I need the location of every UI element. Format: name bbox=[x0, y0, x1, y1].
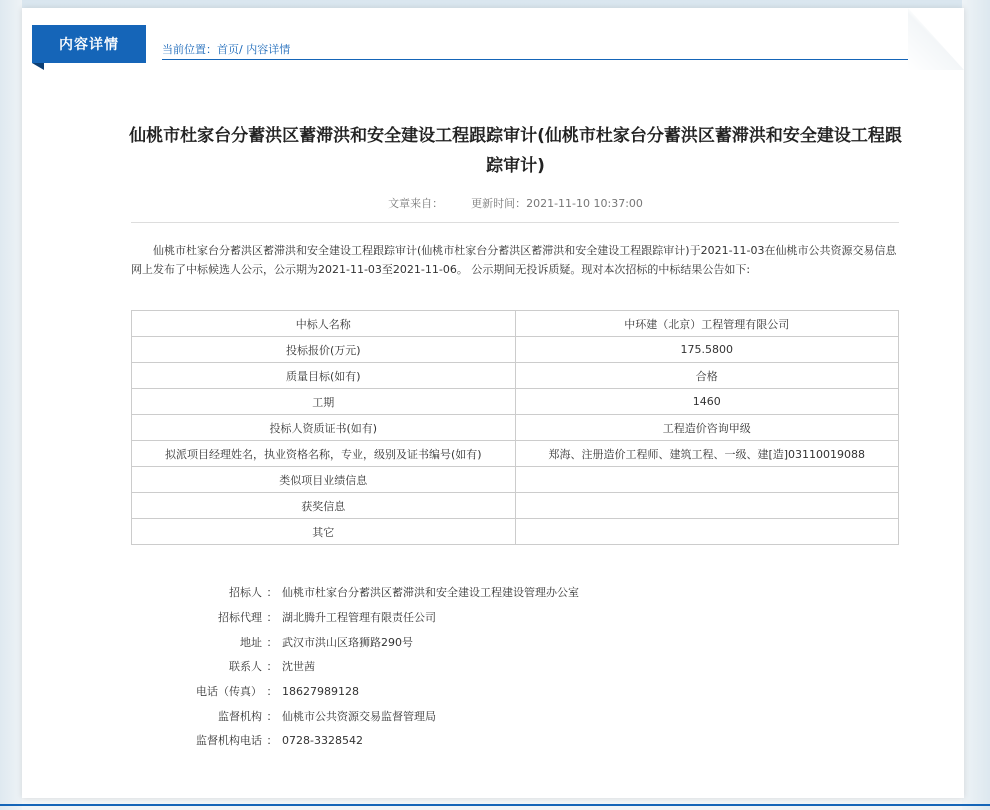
row-value bbox=[515, 493, 899, 519]
contact-colon: ： bbox=[266, 709, 278, 723]
row-value bbox=[515, 519, 899, 545]
page-background-right bbox=[962, 0, 990, 810]
row-value: 中环建（北京）工程管理有限公司 bbox=[515, 311, 899, 337]
row-label: 拟派项目经理姓名，执业资格名称，专业，级别及证书编号(如有) bbox=[132, 441, 516, 467]
article-intro: 仙桃市杜家台分蓄洪区蓄滞洪和安全建设工程跟踪审计(仙桃市杜家台分蓄洪区蓄滞洪和安全建设工程跟踪审计)于2021-11-03在仙桃市公共资源交易信息网上发布了中标候选人公示，公示期为2021-11-03至2021-11-06。 公示期间无投诉质疑。现对本次招标的中标结果公告如下: bbox=[131, 244, 897, 276]
updated-label: 更新时间： bbox=[471, 197, 527, 210]
row-value: 合格 bbox=[515, 363, 899, 389]
contact-row bbox=[162, 629, 579, 654]
contact-label: 监督机构 bbox=[218, 709, 262, 723]
contact-colon: ： bbox=[266, 734, 278, 748]
row-label: 其它 bbox=[132, 519, 516, 545]
table-row bbox=[132, 337, 899, 363]
breadcrumb-current: 内容详情 bbox=[246, 43, 291, 56]
row-value: 175.5800 bbox=[515, 337, 899, 363]
article-meta bbox=[128, 195, 903, 211]
breadcrumb bbox=[162, 41, 290, 57]
table-row bbox=[132, 441, 899, 467]
row-label: 获奖信息 bbox=[132, 493, 516, 519]
contact-row bbox=[162, 605, 579, 630]
footer-divider bbox=[0, 804, 990, 806]
title-divider bbox=[131, 222, 899, 223]
contact-row bbox=[162, 703, 579, 728]
article-title: 仙桃市杜家台分蓄洪区蓄滞洪和安全建设工程跟踪审计(仙桃市杜家台分蓄洪区蓄滞洪和安全建设工程跟踪审计) bbox=[129, 126, 902, 176]
breadcrumb-home-link[interactable]: 首页 bbox=[217, 43, 239, 56]
row-value: 工程造价咨询甲级 bbox=[515, 415, 899, 441]
contact-row bbox=[162, 654, 579, 679]
contact-label: 联系人 bbox=[229, 660, 262, 674]
row-label: 中标人名称 bbox=[132, 311, 516, 337]
table-row bbox=[132, 467, 899, 493]
row-label: 质量目标(如有) bbox=[132, 363, 516, 389]
contact-colon: ： bbox=[266, 586, 278, 600]
row-label: 投标报价(万元) bbox=[132, 337, 516, 363]
contact-value: 沈世茜 bbox=[282, 660, 315, 674]
contact-colon: ： bbox=[266, 685, 278, 699]
row-label: 类似项目业绩信息 bbox=[132, 467, 516, 493]
contact-value: 18627989128 bbox=[282, 684, 359, 698]
updated-value: 2021-11-10 10:37:00 bbox=[526, 197, 643, 210]
row-value bbox=[515, 467, 899, 493]
contact-row bbox=[162, 728, 579, 753]
row-label: 工期 bbox=[132, 389, 516, 415]
contact-label: 招标人 bbox=[229, 586, 262, 600]
contact-colon: ： bbox=[266, 660, 278, 674]
row-value: 1460 bbox=[515, 389, 899, 415]
table-row bbox=[132, 389, 899, 415]
table-row bbox=[132, 415, 899, 441]
row-label: 投标人资质证书(如有) bbox=[132, 415, 516, 441]
contact-label: 电话（传真） bbox=[196, 685, 262, 699]
contact-info bbox=[162, 580, 579, 753]
contact-row bbox=[162, 580, 579, 605]
contact-label: 监督机构电话 bbox=[196, 734, 262, 748]
contact-label: 地址 bbox=[240, 635, 262, 649]
contact-row bbox=[162, 679, 579, 704]
content-panel bbox=[22, 8, 964, 798]
table-row bbox=[132, 519, 899, 545]
section-tab: 内容详情 bbox=[32, 25, 146, 63]
contact-value: 湖北腾升工程管理有限责任公司 bbox=[282, 611, 436, 625]
contact-value: 仙桃市公共资源交易监督管理局 bbox=[282, 709, 436, 723]
source-label: 文章来自： bbox=[388, 197, 444, 210]
result-table bbox=[131, 310, 899, 545]
table-row bbox=[132, 311, 899, 337]
tab-fold-decoration bbox=[32, 63, 44, 70]
contact-value: 0728-3328542 bbox=[282, 733, 363, 747]
row-value: 郑海、注册造价工程师、建筑工程、一级、建[造]03110019088 bbox=[515, 441, 899, 467]
breadcrumb-separator: / bbox=[239, 43, 247, 56]
page-background-left bbox=[0, 0, 22, 810]
contact-label: 招标代理 bbox=[218, 611, 262, 625]
table-row bbox=[132, 493, 899, 519]
contact-value: 武汉市洪山区珞狮路290号 bbox=[282, 635, 413, 649]
breadcrumb-prefix: 当前位置： bbox=[162, 43, 217, 56]
table-row bbox=[132, 363, 899, 389]
contact-value: 仙桃市杜家台分蓄洪区蓄滞洪和安全建设工程建设管理办公室 bbox=[282, 586, 579, 600]
contact-colon: ： bbox=[266, 611, 278, 625]
contact-colon: ： bbox=[266, 635, 278, 649]
breadcrumb-underline bbox=[162, 59, 930, 60]
